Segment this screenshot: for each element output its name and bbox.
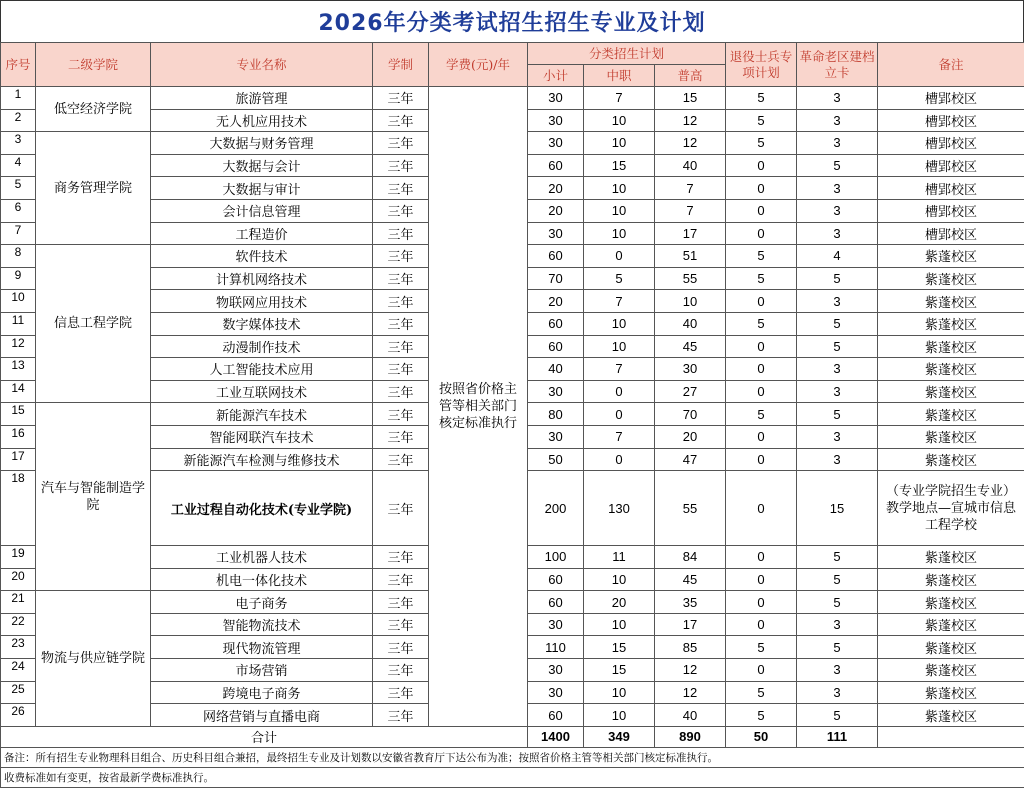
major-name: 机电一体化技术 xyxy=(151,568,373,591)
general-cell: 7 xyxy=(655,177,726,200)
revolutionary-cell: 3 xyxy=(797,290,878,313)
major-name: 软件技术 xyxy=(151,245,373,268)
vocational-cell: 10 xyxy=(584,222,655,245)
major-name: 数字媒体技术 xyxy=(151,312,373,335)
duration: 三年 xyxy=(373,380,429,403)
total-subtotal: 1400 xyxy=(528,726,584,747)
major-name: 会计信息管理 xyxy=(151,199,373,222)
remark-cell: 槽郢校区 xyxy=(878,87,1024,110)
revolutionary-cell: 15 xyxy=(797,471,878,546)
major-name: 计算机网络技术 xyxy=(151,267,373,290)
vocational-cell: 10 xyxy=(584,312,655,335)
vocational-cell: 7 xyxy=(584,358,655,381)
general-cell: 51 xyxy=(655,245,726,268)
row-index: 21 xyxy=(1,591,36,614)
major-name: 工程造价 xyxy=(151,222,373,245)
duration: 三年 xyxy=(373,199,429,222)
college-name: 物流与供应链学院 xyxy=(36,591,151,727)
duration: 三年 xyxy=(373,335,429,358)
subtotal-cell: 30 xyxy=(528,425,584,448)
subtotal-cell: 30 xyxy=(528,613,584,636)
subtotal-cell: 30 xyxy=(528,659,584,682)
veteran-cell: 5 xyxy=(726,245,797,268)
general-cell: 27 xyxy=(655,380,726,403)
general-cell: 17 xyxy=(655,222,726,245)
vocational-cell: 0 xyxy=(584,403,655,426)
row-index: 3 xyxy=(1,132,36,155)
vocational-cell: 10 xyxy=(584,335,655,358)
college-name: 低空经济学院 xyxy=(36,87,151,132)
total-label: 合计 xyxy=(1,726,528,747)
major-name: 物联网应用技术 xyxy=(151,290,373,313)
revolutionary-cell: 5 xyxy=(797,403,878,426)
subtotal-cell: 20 xyxy=(528,199,584,222)
remark-cell: 槽郢校区 xyxy=(878,177,1024,200)
vocational-cell: 7 xyxy=(584,87,655,110)
revolutionary-cell: 3 xyxy=(797,613,878,636)
major-name: 大数据与审计 xyxy=(151,177,373,200)
general-cell: 55 xyxy=(655,267,726,290)
subtotal-cell: 20 xyxy=(528,177,584,200)
subtotal-cell: 40 xyxy=(528,358,584,381)
subtotal-cell: 60 xyxy=(528,591,584,614)
header-index: 序号 xyxy=(1,43,36,87)
veteran-cell: 5 xyxy=(726,312,797,335)
remark-cell: 槽郢校区 xyxy=(878,199,1024,222)
subtotal-cell: 30 xyxy=(528,681,584,704)
subtotal-cell: 200 xyxy=(528,471,584,546)
row-index: 9 xyxy=(1,267,36,290)
row-index: 12 xyxy=(1,335,36,358)
general-cell: 12 xyxy=(655,681,726,704)
veteran-cell: 5 xyxy=(726,109,797,132)
subtotal-cell: 110 xyxy=(528,636,584,659)
subtotal-cell: 60 xyxy=(528,312,584,335)
subtotal-cell: 100 xyxy=(528,546,584,569)
row-index: 14 xyxy=(1,380,36,403)
remark-cell: 紫蓬校区 xyxy=(878,546,1024,569)
header-major: 专业名称 xyxy=(151,43,373,87)
general-cell: 70 xyxy=(655,403,726,426)
general-cell: 45 xyxy=(655,568,726,591)
major-name: 人工智能技术应用 xyxy=(151,358,373,381)
row-index: 13 xyxy=(1,358,36,381)
subtotal-cell: 50 xyxy=(528,448,584,471)
header-veteran: 退役士兵专项计划 xyxy=(726,43,797,87)
veteran-cell: 0 xyxy=(726,335,797,358)
row-index: 10 xyxy=(1,290,36,313)
remark-cell: 紫蓬校区 xyxy=(878,568,1024,591)
revolutionary-cell: 3 xyxy=(797,87,878,110)
college-name: 汽车与智能制造学院 xyxy=(36,403,151,591)
duration: 三年 xyxy=(373,681,429,704)
duration: 三年 xyxy=(373,245,429,268)
duration: 三年 xyxy=(373,267,429,290)
duration: 三年 xyxy=(373,659,429,682)
duration: 三年 xyxy=(373,591,429,614)
duration: 三年 xyxy=(373,704,429,727)
row-index: 2 xyxy=(1,109,36,132)
duration: 三年 xyxy=(373,177,429,200)
revolutionary-cell: 5 xyxy=(797,704,878,727)
duration: 三年 xyxy=(373,154,429,177)
footnote-row xyxy=(1,747,1024,767)
remark-cell: 紫蓬校区 xyxy=(878,312,1024,335)
revolutionary-cell: 3 xyxy=(797,659,878,682)
general-cell: 40 xyxy=(655,312,726,335)
major-name: 大数据与会计 xyxy=(151,154,373,177)
veteran-cell: 0 xyxy=(726,546,797,569)
revolutionary-cell: 5 xyxy=(797,546,878,569)
veteran-cell: 0 xyxy=(726,471,797,546)
vocational-cell: 0 xyxy=(584,448,655,471)
duration: 三年 xyxy=(373,568,429,591)
remark-cell: （专业学院招生专业）教学地点—宣城市信息工程学校 xyxy=(878,471,1024,546)
vocational-cell: 130 xyxy=(584,471,655,546)
header-remark: 备注 xyxy=(878,43,1024,87)
general-cell: 55 xyxy=(655,471,726,546)
duration: 三年 xyxy=(373,290,429,313)
general-cell: 12 xyxy=(655,659,726,682)
major-name: 智能网联汽车技术 xyxy=(151,425,373,448)
revolutionary-cell: 5 xyxy=(797,568,878,591)
vocational-cell: 7 xyxy=(584,425,655,448)
row-index: 5 xyxy=(1,177,36,200)
remark-cell: 紫蓬校区 xyxy=(878,448,1024,471)
subtotal-cell: 60 xyxy=(528,335,584,358)
vocational-cell: 10 xyxy=(584,704,655,727)
revolutionary-cell: 5 xyxy=(797,335,878,358)
revolutionary-cell: 5 xyxy=(797,154,878,177)
veteran-cell: 5 xyxy=(726,87,797,110)
enrollment-table xyxy=(0,42,1024,788)
remark-cell: 紫蓬校区 xyxy=(878,335,1024,358)
veteran-cell: 0 xyxy=(726,358,797,381)
duration: 三年 xyxy=(373,132,429,155)
veteran-cell: 0 xyxy=(726,290,797,313)
revolutionary-cell: 4 xyxy=(797,245,878,268)
total-revolutionary: 111 xyxy=(797,726,878,747)
row-index: 6 xyxy=(1,199,36,222)
revolutionary-cell: 5 xyxy=(797,312,878,335)
row-index: 20 xyxy=(1,568,36,591)
subtotal-cell: 30 xyxy=(528,132,584,155)
revolutionary-cell: 3 xyxy=(797,425,878,448)
subtotal-cell: 60 xyxy=(528,154,584,177)
general-cell: 35 xyxy=(655,591,726,614)
title-bar xyxy=(0,0,1024,42)
general-cell: 12 xyxy=(655,109,726,132)
revolutionary-cell: 3 xyxy=(797,199,878,222)
revolutionary-cell: 5 xyxy=(797,267,878,290)
row-index: 7 xyxy=(1,222,36,245)
veteran-cell: 0 xyxy=(726,659,797,682)
duration: 三年 xyxy=(373,222,429,245)
veteran-cell: 5 xyxy=(726,132,797,155)
subtotal-cell: 30 xyxy=(528,109,584,132)
veteran-cell: 5 xyxy=(726,704,797,727)
subtotal-cell: 30 xyxy=(528,380,584,403)
row-index: 22 xyxy=(1,613,36,636)
veteran-cell: 0 xyxy=(726,222,797,245)
general-cell: 7 xyxy=(655,199,726,222)
vocational-cell: 0 xyxy=(584,380,655,403)
remark-cell: 紫蓬校区 xyxy=(878,403,1024,426)
remark-cell: 紫蓬校区 xyxy=(878,681,1024,704)
major-name: 跨境电子商务 xyxy=(151,681,373,704)
revolutionary-cell: 3 xyxy=(797,177,878,200)
remark-cell: 槽郢校区 xyxy=(878,154,1024,177)
duration: 三年 xyxy=(373,109,429,132)
veteran-cell: 0 xyxy=(726,425,797,448)
vocational-cell: 7 xyxy=(584,290,655,313)
duration: 三年 xyxy=(373,636,429,659)
vocational-cell: 10 xyxy=(584,199,655,222)
vocational-cell: 11 xyxy=(584,546,655,569)
vocational-cell: 10 xyxy=(584,177,655,200)
veteran-cell: 0 xyxy=(726,448,797,471)
row-index: 11 xyxy=(1,312,36,335)
fee-note: 按照省价格主管等相关部门核定标准执行 xyxy=(429,87,528,727)
row-index: 15 xyxy=(1,403,36,426)
general-cell: 40 xyxy=(655,154,726,177)
header-subtotal: 小计 xyxy=(528,65,584,87)
header-fee: 学费(元)/年 xyxy=(429,43,528,87)
veteran-cell: 5 xyxy=(726,403,797,426)
major-name: 动漫制作技术 xyxy=(151,335,373,358)
general-cell: 12 xyxy=(655,132,726,155)
revolutionary-cell: 3 xyxy=(797,109,878,132)
duration: 三年 xyxy=(373,448,429,471)
remark-cell: 紫蓬校区 xyxy=(878,267,1024,290)
vocational-cell: 10 xyxy=(584,109,655,132)
major-name: 旅游管理 xyxy=(151,87,373,110)
remark-cell: 紫蓬校区 xyxy=(878,290,1024,313)
veteran-cell: 0 xyxy=(726,177,797,200)
remark-cell: 槽郢校区 xyxy=(878,109,1024,132)
remark-cell: 紫蓬校区 xyxy=(878,636,1024,659)
vocational-cell: 10 xyxy=(584,568,655,591)
total-veteran: 50 xyxy=(726,726,797,747)
header-duration: 学制 xyxy=(373,43,429,87)
revolutionary-cell: 3 xyxy=(797,222,878,245)
remark-cell: 紫蓬校区 xyxy=(878,358,1024,381)
veteran-cell: 0 xyxy=(726,154,797,177)
general-cell: 10 xyxy=(655,290,726,313)
subtotal-cell: 80 xyxy=(528,403,584,426)
row-index: 26 xyxy=(1,704,36,727)
total-vocational: 349 xyxy=(584,726,655,747)
remark-cell: 紫蓬校区 xyxy=(878,591,1024,614)
remark-cell: 槽郢校区 xyxy=(878,222,1024,245)
footnote: 备注：所有招生专业物理科目组合、历史科目组合兼招，最终招生专业及计划数以安徽省教育厅下达公布为准；按照省价格主管等相关部门核定标准执行。 xyxy=(1,747,1024,767)
subtotal-cell: 60 xyxy=(528,568,584,591)
vocational-cell: 5 xyxy=(584,267,655,290)
duration: 三年 xyxy=(373,87,429,110)
general-cell: 15 xyxy=(655,87,726,110)
vocational-cell: 15 xyxy=(584,154,655,177)
header-vocational: 中职 xyxy=(584,65,655,87)
vocational-cell: 20 xyxy=(584,591,655,614)
vocational-cell: 0 xyxy=(584,245,655,268)
college-name: 商务管理学院 xyxy=(36,132,151,245)
subtotal-cell: 60 xyxy=(528,704,584,727)
vocational-cell: 10 xyxy=(584,613,655,636)
major-name: 电子商务 xyxy=(151,591,373,614)
subtotal-cell: 60 xyxy=(528,245,584,268)
veteran-cell: 5 xyxy=(726,267,797,290)
revolutionary-cell: 3 xyxy=(797,448,878,471)
revolutionary-cell: 3 xyxy=(797,380,878,403)
duration: 三年 xyxy=(373,312,429,335)
general-cell: 20 xyxy=(655,425,726,448)
row-index: 23 xyxy=(1,636,36,659)
subtotal-cell: 30 xyxy=(528,87,584,110)
header-college: 二级学院 xyxy=(36,43,151,87)
general-cell: 84 xyxy=(655,546,726,569)
revolutionary-cell: 3 xyxy=(797,132,878,155)
general-cell: 17 xyxy=(655,613,726,636)
major-name: 工业机器人技术 xyxy=(151,546,373,569)
remark-cell: 紫蓬校区 xyxy=(878,380,1024,403)
total-general: 890 xyxy=(655,726,726,747)
row-index: 25 xyxy=(1,681,36,704)
subtotal-cell: 20 xyxy=(528,290,584,313)
veteran-cell: 0 xyxy=(726,591,797,614)
remark-cell: 紫蓬校区 xyxy=(878,704,1024,727)
veteran-cell: 0 xyxy=(726,199,797,222)
row-index: 24 xyxy=(1,659,36,682)
major-name: 新能源汽车技术 xyxy=(151,403,373,426)
vocational-cell: 15 xyxy=(584,636,655,659)
major-name: 工业互联网技术 xyxy=(151,380,373,403)
remark-cell: 紫蓬校区 xyxy=(878,245,1024,268)
major-name: 智能物流技术 xyxy=(151,613,373,636)
veteran-cell: 0 xyxy=(726,613,797,636)
row-index: 17 xyxy=(1,448,36,471)
duration: 三年 xyxy=(373,546,429,569)
veteran-cell: 5 xyxy=(726,636,797,659)
veteran-cell: 0 xyxy=(726,568,797,591)
row-index: 1 xyxy=(1,87,36,110)
row-index: 19 xyxy=(1,546,36,569)
duration: 三年 xyxy=(373,613,429,636)
row-index: 18 xyxy=(1,471,36,546)
duration: 三年 xyxy=(373,471,429,546)
revolutionary-cell: 5 xyxy=(797,591,878,614)
major-name: 大数据与财务管理 xyxy=(151,132,373,155)
revolutionary-cell: 3 xyxy=(797,358,878,381)
total-remark xyxy=(878,726,1024,747)
college-name: 信息工程学院 xyxy=(36,245,151,403)
major-name: 网络营销与直播电商 xyxy=(151,704,373,727)
vocational-cell: 10 xyxy=(584,681,655,704)
header-plan: 分类招生计划 xyxy=(528,43,726,65)
subtotal-cell: 30 xyxy=(528,222,584,245)
duration: 三年 xyxy=(373,403,429,426)
duration: 三年 xyxy=(373,425,429,448)
vocational-cell: 10 xyxy=(584,132,655,155)
row-index: 4 xyxy=(1,154,36,177)
veteran-cell: 0 xyxy=(726,380,797,403)
general-cell: 45 xyxy=(655,335,726,358)
duration: 三年 xyxy=(373,358,429,381)
table-row xyxy=(1,87,1024,110)
major-name: 工业过程自动化技术(专业学院) xyxy=(151,471,373,546)
revolutionary-cell: 5 xyxy=(797,636,878,659)
major-name: 新能源汽车检测与维修技术 xyxy=(151,448,373,471)
remark-cell: 紫蓬校区 xyxy=(878,425,1024,448)
general-cell: 30 xyxy=(655,358,726,381)
page-title: 2026年分类考试招生招生专业及计划 xyxy=(318,11,706,36)
major-name: 市场营销 xyxy=(151,659,373,682)
header-revolutionary: 革命老区建档立卡 xyxy=(797,43,878,87)
major-name: 无人机应用技术 xyxy=(151,109,373,132)
subtotal-cell: 70 xyxy=(528,267,584,290)
general-cell: 40 xyxy=(655,704,726,727)
remark-cell: 紫蓬校区 xyxy=(878,613,1024,636)
remark-cell: 槽郢校区 xyxy=(878,132,1024,155)
footnote: 收费标准如有变更，按省最新学费标准执行。 xyxy=(1,767,1024,787)
row-index: 8 xyxy=(1,245,36,268)
row-index: 16 xyxy=(1,425,36,448)
vocational-cell: 15 xyxy=(584,659,655,682)
major-name: 现代物流管理 xyxy=(151,636,373,659)
table-body xyxy=(1,87,1024,788)
header-general: 普高 xyxy=(655,65,726,87)
general-cell: 47 xyxy=(655,448,726,471)
revolutionary-cell: 3 xyxy=(797,681,878,704)
remark-cell: 紫蓬校区 xyxy=(878,659,1024,682)
total-row xyxy=(1,726,1024,747)
footnote-row xyxy=(1,767,1024,787)
veteran-cell: 5 xyxy=(726,681,797,704)
general-cell: 85 xyxy=(655,636,726,659)
